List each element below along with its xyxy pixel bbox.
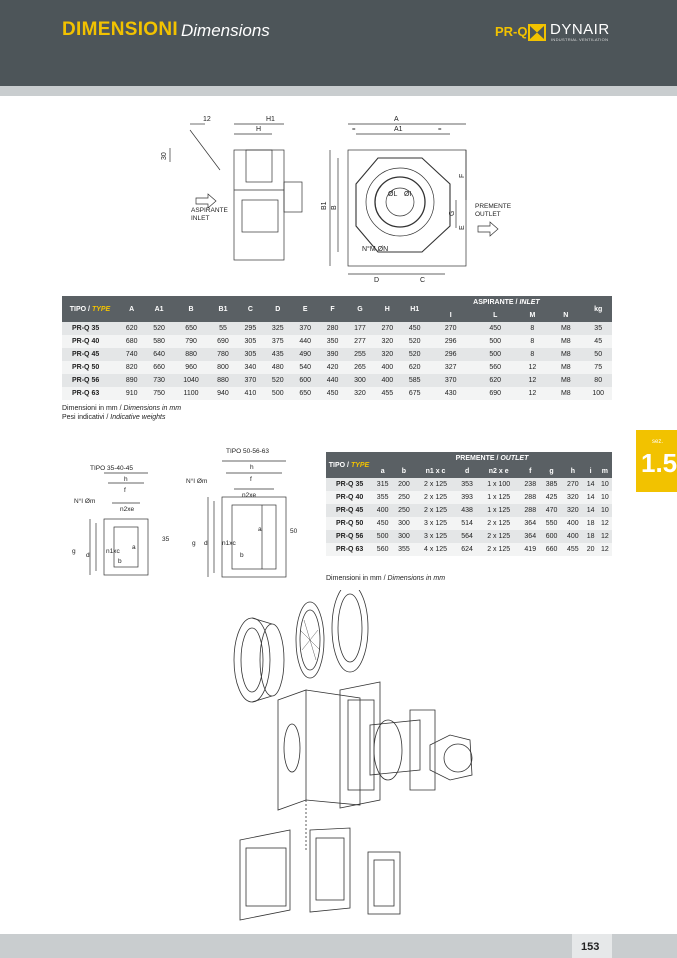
inlet-label-en: INLET (191, 215, 210, 222)
fa-g: g (72, 548, 76, 555)
table-cell: 327 (428, 361, 473, 374)
model-code: PR-Q (495, 24, 528, 39)
table-cell: 12 (598, 530, 612, 543)
dim-eq-right: = (438, 127, 442, 133)
table-cell: 1 x 125 (478, 504, 520, 517)
table-cell: 520 (264, 374, 291, 387)
row-type: PR-Q 50 (326, 517, 372, 530)
table-cell: 750 (145, 387, 172, 400)
row-type: PR-Q 45 (62, 348, 118, 361)
table-row (326, 491, 612, 504)
table-row (62, 374, 612, 387)
table-cell: 2 x 125 (415, 478, 457, 491)
table-cell: M8 (547, 361, 584, 374)
table2-body (326, 478, 612, 556)
inlet-group-header: ASPIRANTE / INLET (428, 296, 584, 309)
table-cell: 18 (584, 530, 598, 543)
page-subtitle: Dimensions (181, 21, 270, 40)
header-band (0, 86, 677, 96)
table-cell: 265 (346, 361, 373, 374)
inlet-dimensions-table (62, 296, 612, 400)
diam-l: ØL (388, 191, 398, 198)
tipo-35-40-45-label: TIPO 35-40-45 (90, 465, 133, 472)
table-cell: 585 (401, 374, 428, 387)
table-cell: 238 (520, 478, 541, 491)
table-row (326, 543, 612, 556)
table-cell: 660 (145, 361, 172, 374)
table-cell: 450 (372, 517, 393, 530)
table-cell: 8 (518, 335, 548, 348)
table-cell: M8 (547, 374, 584, 387)
table-cell: 564 (456, 530, 477, 543)
table-cell: M8 (547, 387, 584, 400)
fb-holes: N°I Øm (186, 478, 208, 485)
col-g: G (346, 296, 373, 322)
table-cell: 1100 (173, 387, 210, 400)
table-cell: 12 (598, 517, 612, 530)
table1-note: Dimensioni in mm / Dimensions in mm Pesi indicativi / Indicative weights (62, 405, 182, 421)
table-cell: 1040 (173, 374, 210, 387)
outlet-label-en: OUTLET (475, 211, 501, 218)
table-cell: 480 (264, 361, 291, 374)
table-cell: 500 (372, 530, 393, 543)
table-cell: 440 (291, 335, 318, 348)
table-cell: 520 (401, 335, 428, 348)
table-row (62, 387, 612, 400)
fb-h: h (250, 464, 254, 471)
fb-50: 50 (290, 528, 298, 535)
dim-12: 12 (203, 116, 211, 123)
row-type: PR-Q 40 (62, 335, 118, 348)
table1-body (62, 322, 612, 400)
table-cell: 435 (264, 348, 291, 361)
table-cell: 430 (428, 387, 473, 400)
page-number: 153 (581, 941, 600, 953)
row-type: PR-Q 56 (326, 530, 372, 543)
table-cell: 35 (584, 322, 612, 335)
table-cell: 315 (372, 478, 393, 491)
col-b: B (173, 296, 210, 322)
table-cell: 8 (518, 322, 548, 335)
table-cell: M8 (547, 348, 584, 361)
inlet-label: ASPIRANTE (191, 207, 228, 214)
col-m: M (518, 309, 548, 322)
table-cell: 450 (473, 322, 518, 335)
fb-a: a (258, 526, 262, 533)
col-h: H (374, 296, 401, 322)
dim-a1: A1 (394, 126, 403, 133)
table-cell: 740 (118, 348, 145, 361)
table-cell: 296 (428, 335, 473, 348)
table-cell: 295 (237, 322, 264, 335)
row-type: PR-Q 56 (62, 374, 118, 387)
table-cell: 730 (145, 374, 172, 387)
dim-h1: H1 (266, 116, 275, 123)
table-cell: 18 (584, 517, 598, 530)
table-cell: 300 (393, 517, 414, 530)
fa-n1xc: n1xc (106, 548, 120, 555)
table-cell: 1 x 125 (478, 491, 520, 504)
fb-f: f (250, 476, 252, 483)
table-cell: 438 (456, 504, 477, 517)
table-cell: 560 (473, 361, 518, 374)
dim-b: B (331, 205, 338, 210)
table-cell: 2 x 125 (478, 517, 520, 530)
fan-dimension-drawing (160, 110, 520, 290)
table-row (326, 530, 612, 543)
tipo-50-56-63-label: TIPO 50-56-63 (226, 448, 269, 455)
table-row (326, 478, 612, 491)
table-cell: 400 (562, 517, 583, 530)
brand-logo-icon (528, 24, 546, 41)
table-cell: 255 (346, 348, 373, 361)
col-c: C (237, 296, 264, 322)
table-cell: 2 x 125 (478, 543, 520, 556)
row-type: PR-Q 40 (326, 491, 372, 504)
table-row (62, 348, 612, 361)
table-cell: 620 (118, 322, 145, 335)
row-type: PR-Q 50 (62, 361, 118, 374)
table-cell: 12 (518, 387, 548, 400)
page-title: DIMENSIONI (62, 19, 178, 40)
table-cell: 400 (372, 504, 393, 517)
table-cell: 364 (520, 517, 541, 530)
table-cell: 300 (346, 374, 373, 387)
col2-i: i (584, 465, 598, 478)
table-cell: 440 (319, 374, 346, 387)
table-cell: 2 x 125 (478, 530, 520, 543)
table-cell: 288 (520, 504, 541, 517)
col-a1: A1 (145, 296, 172, 322)
table-cell: 325 (264, 322, 291, 335)
table-cell: M8 (547, 335, 584, 348)
col2-b: b (393, 465, 414, 478)
dim-b1: B1 (321, 201, 328, 210)
table-cell: 470 (541, 504, 562, 517)
table-cell: 420 (319, 361, 346, 374)
diam-i: ØI (404, 191, 412, 198)
col2-n1xc: n1 x c (415, 465, 457, 478)
table-cell: 455 (374, 387, 401, 400)
row-type: PR-Q 45 (326, 504, 372, 517)
table-cell: 690 (209, 335, 236, 348)
table-cell: 370 (237, 374, 264, 387)
table-cell: 960 (173, 361, 210, 374)
table-cell: 2 x 125 (415, 491, 457, 504)
dim-eq-left: = (352, 127, 356, 133)
col-d: D (264, 296, 291, 322)
fa-d: d (86, 552, 90, 559)
table-cell: 2 x 125 (415, 504, 457, 517)
outlet-label: PREMENTE (475, 203, 512, 210)
col-a: A (118, 296, 145, 322)
table-cell: 620 (401, 361, 428, 374)
outlet-dimensions-table (326, 452, 612, 556)
table-cell: 270 (428, 322, 473, 335)
table-cell: 400 (374, 361, 401, 374)
table-cell: 45 (584, 335, 612, 348)
table-cell: 355 (393, 543, 414, 556)
table-cell: 305 (237, 335, 264, 348)
table-cell: 600 (291, 374, 318, 387)
table-cell: 280 (319, 322, 346, 335)
table-cell: 940 (209, 387, 236, 400)
table-cell: 320 (562, 504, 583, 517)
row-type: PR-Q 63 (326, 543, 372, 556)
holes-label: N°M ØN (362, 246, 389, 253)
exploded-view-drawing (220, 590, 490, 930)
table-cell: 200 (393, 478, 414, 491)
table-cell: 364 (520, 530, 541, 543)
table-cell: 520 (401, 348, 428, 361)
table-cell: 250 (393, 504, 414, 517)
table-cell: 14 (584, 478, 598, 491)
table-cell: 910 (118, 387, 145, 400)
table-cell: 10 (598, 491, 612, 504)
table-cell: 880 (173, 348, 210, 361)
col2-m: m (598, 465, 612, 478)
table-cell: 620 (473, 374, 518, 387)
table-cell: 4 x 125 (415, 543, 457, 556)
section-number: 1.5 (641, 448, 677, 478)
dim-g: G (449, 210, 456, 216)
fa-a: a (132, 544, 136, 551)
table-cell: 500 (473, 335, 518, 348)
dim-a: A (394, 116, 399, 123)
table-cell: 600 (541, 530, 562, 543)
fa-b: b (118, 558, 122, 565)
row-type: PR-Q 35 (326, 478, 372, 491)
table-cell: 10 (598, 504, 612, 517)
table-cell: 385 (541, 478, 562, 491)
dim-d: D (374, 277, 380, 284)
table-cell: 514 (456, 517, 477, 530)
table-cell: 560 (372, 543, 393, 556)
fb-n1xc: n1xc (222, 540, 236, 547)
table-cell: 3 x 125 (415, 517, 457, 530)
table-cell: 14 (584, 491, 598, 504)
row-type: PR-Q 63 (62, 387, 118, 400)
col-kg: kg (584, 296, 612, 322)
table-cell: 680 (118, 335, 145, 348)
col-l: L (473, 309, 518, 322)
table-cell: 14 (584, 504, 598, 517)
table-cell: 500 (473, 348, 518, 361)
table-cell: 305 (237, 348, 264, 361)
table-cell: M8 (547, 322, 584, 335)
outlet-flange-drawings (62, 445, 312, 585)
table-cell: 690 (473, 387, 518, 400)
table-cell: 455 (562, 543, 583, 556)
brand-tagline: INDUSTRIAL VENTILATION (551, 37, 609, 42)
dim-c: C (420, 277, 426, 284)
page-header (0, 0, 677, 86)
table-cell: 675 (401, 387, 428, 400)
col-n: N (547, 309, 584, 322)
table-cell: 12 (598, 543, 612, 556)
table-cell: 425 (541, 491, 562, 504)
table-cell: 340 (237, 361, 264, 374)
table-cell: 20 (584, 543, 598, 556)
table-cell: 624 (456, 543, 477, 556)
table-row (62, 361, 612, 374)
table2-type-header: TIPO / TYPE (326, 452, 372, 478)
outlet-group-header: PREMENTE / OUTLET (372, 452, 612, 465)
table-cell: 288 (520, 491, 541, 504)
table-cell: 450 (401, 322, 428, 335)
row-type: PR-Q 35 (62, 322, 118, 335)
table-cell: 55 (209, 322, 236, 335)
table-cell: 550 (541, 517, 562, 530)
table-cell: 490 (291, 348, 318, 361)
table-cell: 650 (291, 387, 318, 400)
table-cell: 1 x 100 (478, 478, 520, 491)
table-cell: 300 (393, 530, 414, 543)
table-cell: 320 (562, 491, 583, 504)
table-row (326, 504, 612, 517)
table-cell: 320 (374, 335, 401, 348)
dim-e: E (459, 225, 466, 230)
table-cell: 8 (518, 348, 548, 361)
table-cell: 390 (319, 348, 346, 361)
table-cell: 277 (346, 335, 373, 348)
dim-30: 30 (161, 152, 168, 160)
table-cell: 650 (173, 322, 210, 335)
table-cell: 320 (346, 387, 373, 400)
table-cell: 270 (374, 322, 401, 335)
col-b1: B1 (209, 296, 236, 322)
table-cell: 790 (173, 335, 210, 348)
fa-f: f (124, 487, 126, 494)
table-cell: 660 (541, 543, 562, 556)
fa-holes: N°I Øm (74, 498, 96, 505)
table-cell: 3 x 125 (415, 530, 457, 543)
fa-35: 35 (162, 536, 170, 543)
table-cell: 780 (209, 348, 236, 361)
table-cell: 10 (598, 478, 612, 491)
table-cell: 80 (584, 374, 612, 387)
table-cell: 640 (145, 348, 172, 361)
table-cell: 450 (319, 387, 346, 400)
table-cell: 177 (346, 322, 373, 335)
fa-n2xe: n2xe (120, 506, 135, 513)
col2-a: a (372, 465, 393, 478)
table-cell: 400 (562, 530, 583, 543)
table-cell: 880 (209, 374, 236, 387)
fb-d: d (204, 540, 208, 547)
table-row (326, 517, 612, 530)
table-cell: 375 (264, 335, 291, 348)
table-cell: 580 (145, 335, 172, 348)
brand-name: DYNAIR (550, 21, 610, 38)
table-cell: 353 (456, 478, 477, 491)
table-cell: 12 (518, 361, 548, 374)
table-cell: 320 (374, 348, 401, 361)
fb-b: b (240, 552, 244, 559)
table-cell: 500 (264, 387, 291, 400)
table1-type-header: TIPO / TYPE (62, 296, 118, 322)
col2-h: h (562, 465, 583, 478)
table-cell: 820 (118, 361, 145, 374)
fb-n2xe: n2xe (242, 492, 257, 499)
col-h1: H1 (401, 296, 428, 322)
table-cell: 50 (584, 348, 612, 361)
col2-d: d (456, 465, 477, 478)
fa-h: h (124, 476, 128, 483)
col2-f: f (520, 465, 541, 478)
table-cell: 520 (145, 322, 172, 335)
table-cell: 890 (118, 374, 145, 387)
section-label: sez. (652, 439, 664, 445)
fb-g: g (192, 540, 196, 547)
table-cell: 270 (562, 478, 583, 491)
col-e: E (291, 296, 318, 322)
table-cell: 540 (291, 361, 318, 374)
table-cell: 350 (319, 335, 346, 348)
table-cell: 370 (291, 322, 318, 335)
table-cell: 355 (372, 491, 393, 504)
dim-f: F (459, 173, 466, 178)
table2-note: Dimensioni in mm / Dimensions in mm (326, 575, 446, 582)
table-cell: 410 (237, 387, 264, 400)
table-cell: 250 (393, 491, 414, 504)
table-cell: 100 (584, 387, 612, 400)
table-cell: 296 (428, 348, 473, 361)
col2-g: g (541, 465, 562, 478)
dim-h: H (256, 126, 262, 133)
col2-n2xe: n2 x e (478, 465, 520, 478)
table-row (62, 335, 612, 348)
table-cell: 400 (374, 374, 401, 387)
table-cell: 800 (209, 361, 236, 374)
table-cell: 12 (518, 374, 548, 387)
table-cell: 419 (520, 543, 541, 556)
col-i: I (428, 309, 473, 322)
col-f: F (319, 296, 346, 322)
table-row (62, 322, 612, 335)
table-cell: 370 (428, 374, 473, 387)
table-cell: 75 (584, 361, 612, 374)
table-cell: 393 (456, 491, 477, 504)
